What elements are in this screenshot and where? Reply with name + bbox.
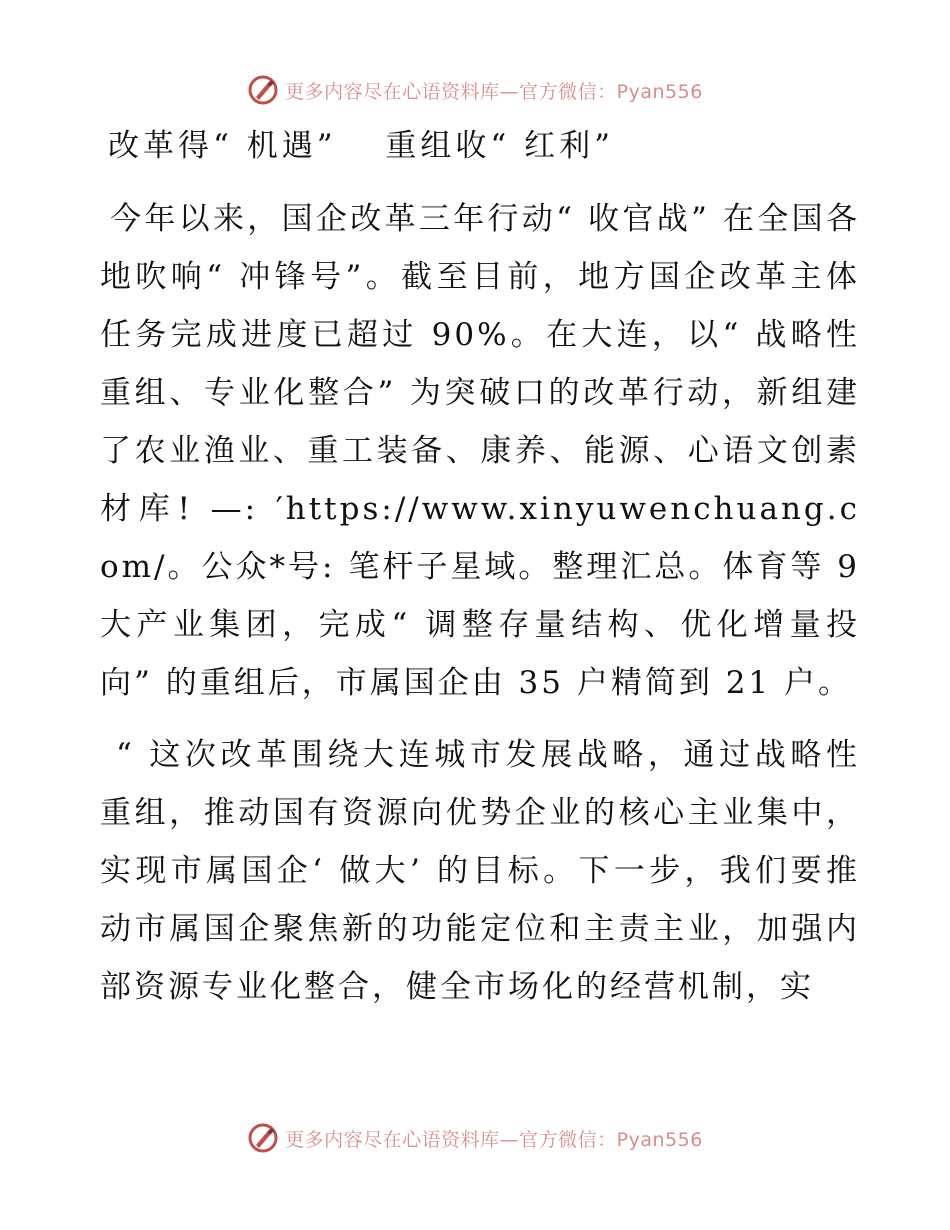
header-banner — [0, 70, 950, 110]
banner-text — [285, 1125, 703, 1152]
banner-label: 更多内容尽在心语资料库—官方微信： — [285, 80, 617, 103]
banner-text — [285, 77, 703, 104]
document-body — [100, 120, 860, 1030]
red-pen-circle-logo-icon — [247, 74, 279, 106]
footer-banner — [0, 1118, 950, 1158]
document-title: 改革得“ 机遇” 重组收“ 红利” — [108, 128, 614, 164]
red-pen-circle-logo-icon — [247, 1122, 279, 1154]
paragraph-2: “ 这次改革围绕大连城市发展战略，通过战略性重组，推动国有资源向优势企业的核心主业集中，实现市属国企‘ 做大’ 的目标。下一步，我们要推动市属国企聚焦新的功能定位和主责主业，加强内部资源专业化整合，健全市场化的经营机制，实 — [100, 737, 860, 1005]
banner-wechat-id: Pyan556 — [616, 80, 703, 103]
paragraph-1: 今年以来，国企改革三年行动“ 收官战” 在全国各地吹响“ 冲锋号”。截至目前，地方国企改革主体任务完成进度已超过 90%。在大连，以“ 战略性重组、专业化整合” 为突破口的改革行动，新组建了农业渔业、重工装备、康养、能源、心语文创素材库! —: ′https://www.xinyuwenchuang.com/。公众*号: 笔杆子星域。整理汇总。体育等 9 大产业集团，完成“ 调整存量结构、优化增量投向” 的重组后，市属国企由 35 户精简到 21 户。 — [100, 201, 860, 701]
banner-wechat-id: Pyan556 — [616, 1128, 703, 1151]
banner-label: 更多内容尽在心语资料库—官方微信： — [285, 1128, 617, 1151]
